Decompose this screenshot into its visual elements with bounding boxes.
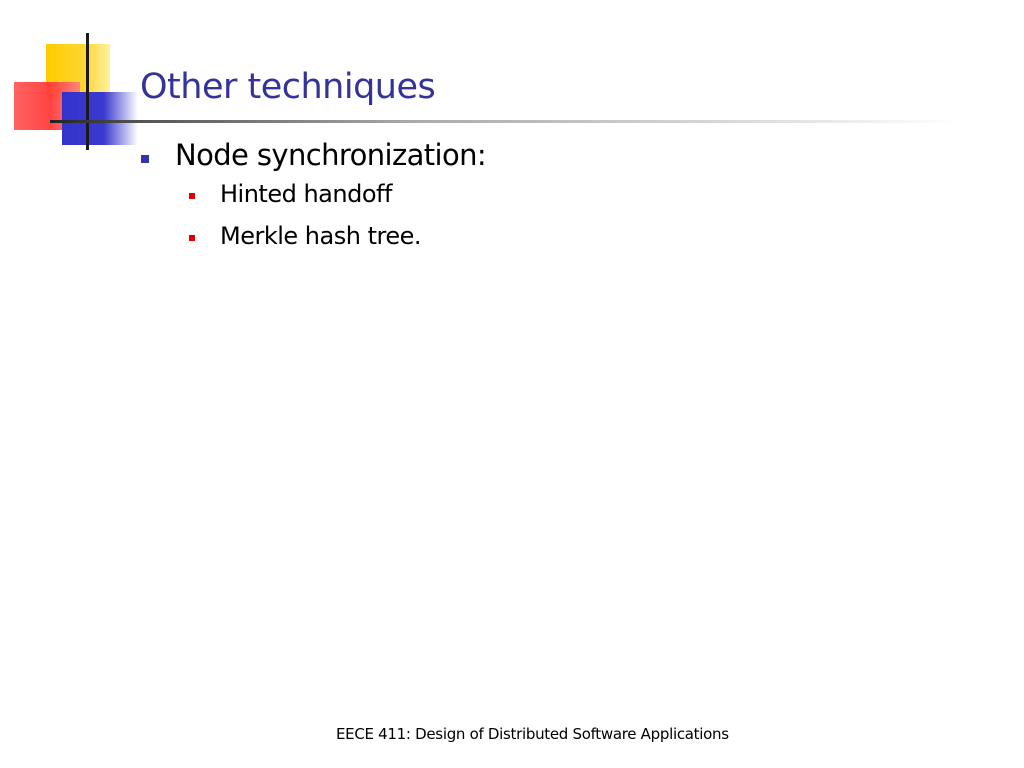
sub-bullet-text: Merkle hash tree. bbox=[220, 222, 421, 250]
square-bullet-icon bbox=[189, 193, 195, 199]
square-bullet-icon bbox=[189, 235, 195, 241]
slide-logo-decoration bbox=[0, 0, 160, 160]
slide-footer: EECE 411: Design of Distributed Software Applications bbox=[336, 725, 729, 743]
square-bullet-icon bbox=[141, 155, 149, 163]
title-underline-rule bbox=[50, 120, 960, 123]
sub-bullet-text: Hinted handoff bbox=[220, 180, 392, 208]
blue-square-decoration bbox=[62, 92, 138, 145]
slide-title: Other techniques bbox=[140, 67, 436, 107]
bullet-text: Node synchronization: bbox=[175, 138, 487, 172]
vertical-rule-decoration bbox=[86, 33, 89, 150]
